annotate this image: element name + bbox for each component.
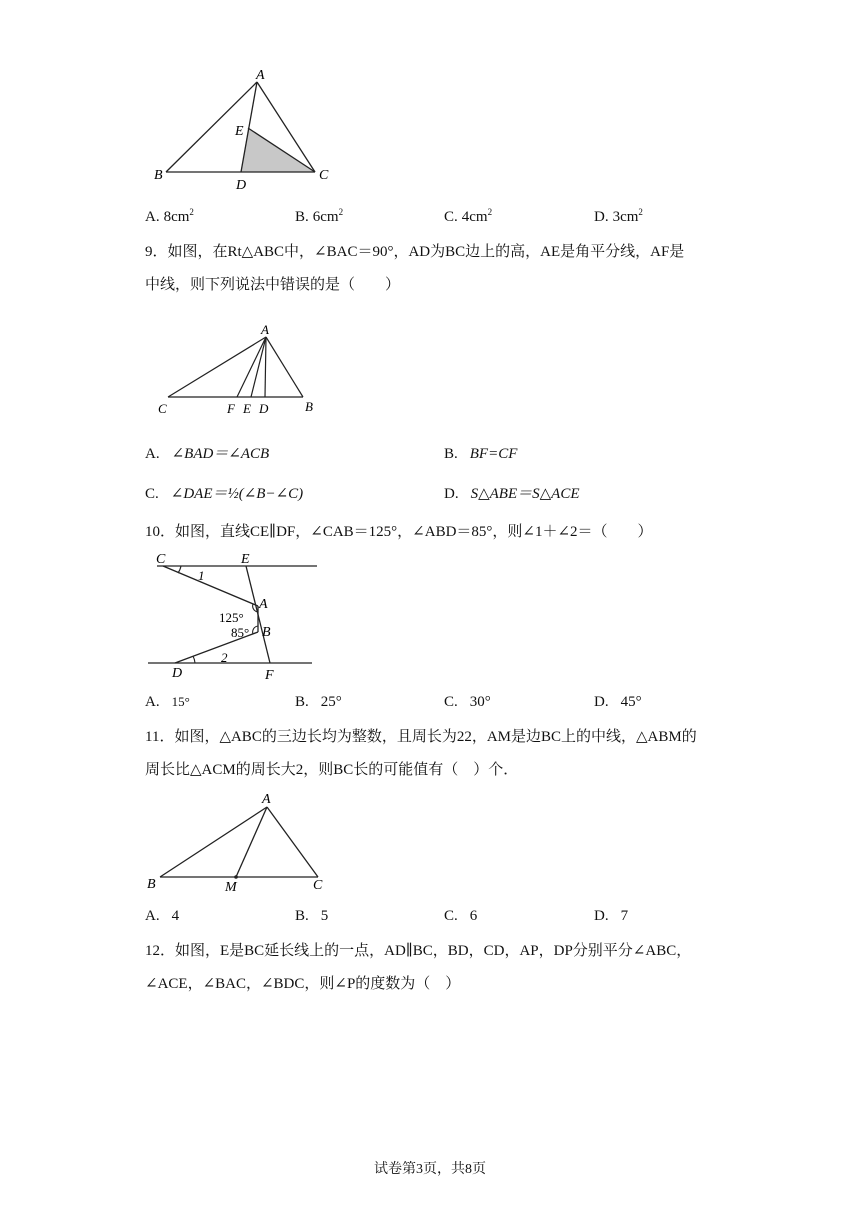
q11-option-b (295, 906, 328, 926)
q11-option-d-text: 7 (620, 908, 629, 924)
q9-option-a-key: A. (145, 446, 160, 462)
q11-option-b-key: B. (295, 908, 309, 924)
q9-option-d-key: D. (444, 486, 459, 502)
q8-label-b: B (154, 168, 163, 183)
q8-option-c-sup: 2 (487, 207, 493, 217)
q9-label-e: E (243, 401, 251, 416)
q8-option-c-key: C. (444, 209, 458, 225)
q9-label-d: D (259, 401, 269, 416)
q8-option-a (145, 207, 194, 227)
q11-option-b-text: 5 (320, 908, 329, 924)
q9-option-b (444, 444, 517, 464)
q11-point-m (234, 875, 238, 879)
q8-option-d (594, 207, 643, 227)
q9-label-f: F (227, 401, 235, 416)
q11-option-c-text: 6 (469, 908, 478, 924)
q11-option-a (145, 906, 179, 926)
q11-label-c: C (313, 878, 323, 893)
q10-label-a: A (259, 597, 268, 612)
q10-label-c: C (156, 552, 166, 567)
q10-figure (145, 548, 325, 683)
q10-option-b (295, 692, 342, 712)
q9-stem-line1: 9．如图，在Rt△ABC中，∠BAC＝90°，AD为BC边上的高，AE是角平分线，AF是 (145, 244, 685, 260)
q12-stem-line1: 12．如图，E是BC延长线上的一点，AD∥BC，BD，CD，AP，DP分别平分∠ABC， (145, 943, 692, 959)
q8-label-d: D (236, 178, 247, 193)
q9-stem-line2: 中线，则下列说法中错误的是（ ） (145, 277, 401, 293)
q8-label-a: A (256, 68, 265, 83)
q11-label-a: A (262, 792, 271, 807)
q11-figure (145, 790, 335, 895)
q10-label-85: 85° (231, 625, 250, 640)
q9-label-a: A (261, 322, 269, 337)
q8-option-b-key: B. (295, 209, 309, 225)
q11-option-c-key: C. (444, 908, 458, 924)
q9-option-b-text: BF=CF (469, 446, 518, 462)
q10-option-b-key: B. (295, 694, 309, 710)
page-footer: 试卷第3页，共8页 (374, 1162, 486, 1177)
q10-label-f: F (265, 668, 274, 683)
q10-option-d-text: 45° (620, 694, 642, 710)
q9-option-d (444, 484, 579, 504)
q9-option-c-text: ∠DAE＝½(∠B−∠C) (170, 486, 304, 502)
q8-option-c-text: 4cm (461, 209, 488, 225)
q10-label-125: 125° (219, 610, 244, 625)
q9-line-ab (266, 337, 303, 397)
q9-label-c: C (158, 401, 167, 416)
q10-stem-line1: 10．如图，直线CE∥DF，∠CAB＝125°，∠ABD＝85°，则∠1＋∠2＝（ ） (145, 524, 653, 540)
q8-figure (150, 66, 340, 191)
q11-option-d-key: D. (594, 908, 609, 924)
q8-option-a-text: 8cm (163, 209, 190, 225)
q8-label-e: E (235, 124, 244, 139)
q8-option-d-key: D. (594, 209, 609, 225)
q9-line-ad (265, 337, 266, 397)
q11-option-c (444, 906, 477, 926)
q9-option-a-text: ∠BAD＝∠ACB (171, 446, 270, 462)
q8-option-d-text: 3cm (612, 209, 639, 225)
q10-label-b: B (262, 625, 271, 640)
q8-option-c (444, 207, 492, 227)
q10-option-b-text: 25° (320, 694, 342, 710)
q8-option-a-sup: 2 (189, 207, 194, 217)
q11-option-d (594, 906, 628, 926)
q10-line-ca (163, 566, 258, 606)
q10-option-c-text: 30° (469, 694, 491, 710)
q10-arc-2 (193, 656, 195, 663)
q11-stem-line1: 11．如图，△ABC的三边长均为整数，且周长为22，AM是边BC上的中线，△ABM的 (145, 729, 697, 745)
q11-line-ac (267, 807, 318, 877)
q9-line-ae (251, 337, 266, 397)
q10-label-2: 2 (221, 650, 228, 665)
q8-label-c: C (319, 168, 329, 183)
q9-option-c-key: C. (145, 486, 159, 502)
q9-option-c (145, 484, 303, 504)
q9-figure (155, 320, 330, 420)
q10-label-e: E (241, 552, 250, 567)
q10-option-a (145, 692, 190, 712)
q8-option-b-text: 6cm (312, 209, 339, 225)
q10-option-c-key: C. (444, 694, 458, 710)
q11-option-a-text: 4 (171, 908, 180, 924)
q10-option-d-key: D. (594, 694, 609, 710)
q11-label-m: M (225, 880, 237, 895)
q10-label-1: 1 (198, 568, 205, 583)
q9-label-b: B (305, 399, 313, 414)
q8-option-b-sup: 2 (338, 207, 344, 217)
q10-arc-1 (178, 566, 181, 573)
q11-option-a-key: A. (145, 908, 160, 924)
q12-stem-line2: ∠ACE，∠BAC，∠BDC，则∠P的度数为（ ） (145, 976, 461, 992)
q10-label-d: D (172, 666, 183, 681)
q11-label-b: B (147, 877, 156, 892)
q9-option-d-text: S△ABE＝S△ACE (470, 486, 580, 502)
q10-option-a-key: A. (145, 694, 160, 710)
q10-option-d (594, 692, 642, 712)
q11-stem-line2: 周长比△ACM的周长大2，则BC长的可能值有（ ）个． (145, 762, 519, 778)
q9-option-b-key: B. (444, 446, 458, 462)
q8-option-b (295, 207, 343, 227)
q9-option-a (145, 444, 269, 464)
q10-option-a-text: 15° (171, 694, 190, 709)
q8-option-d-sup: 2 (638, 207, 643, 217)
q8-option-a-key: A. (145, 209, 160, 225)
q10-option-c (444, 692, 491, 712)
